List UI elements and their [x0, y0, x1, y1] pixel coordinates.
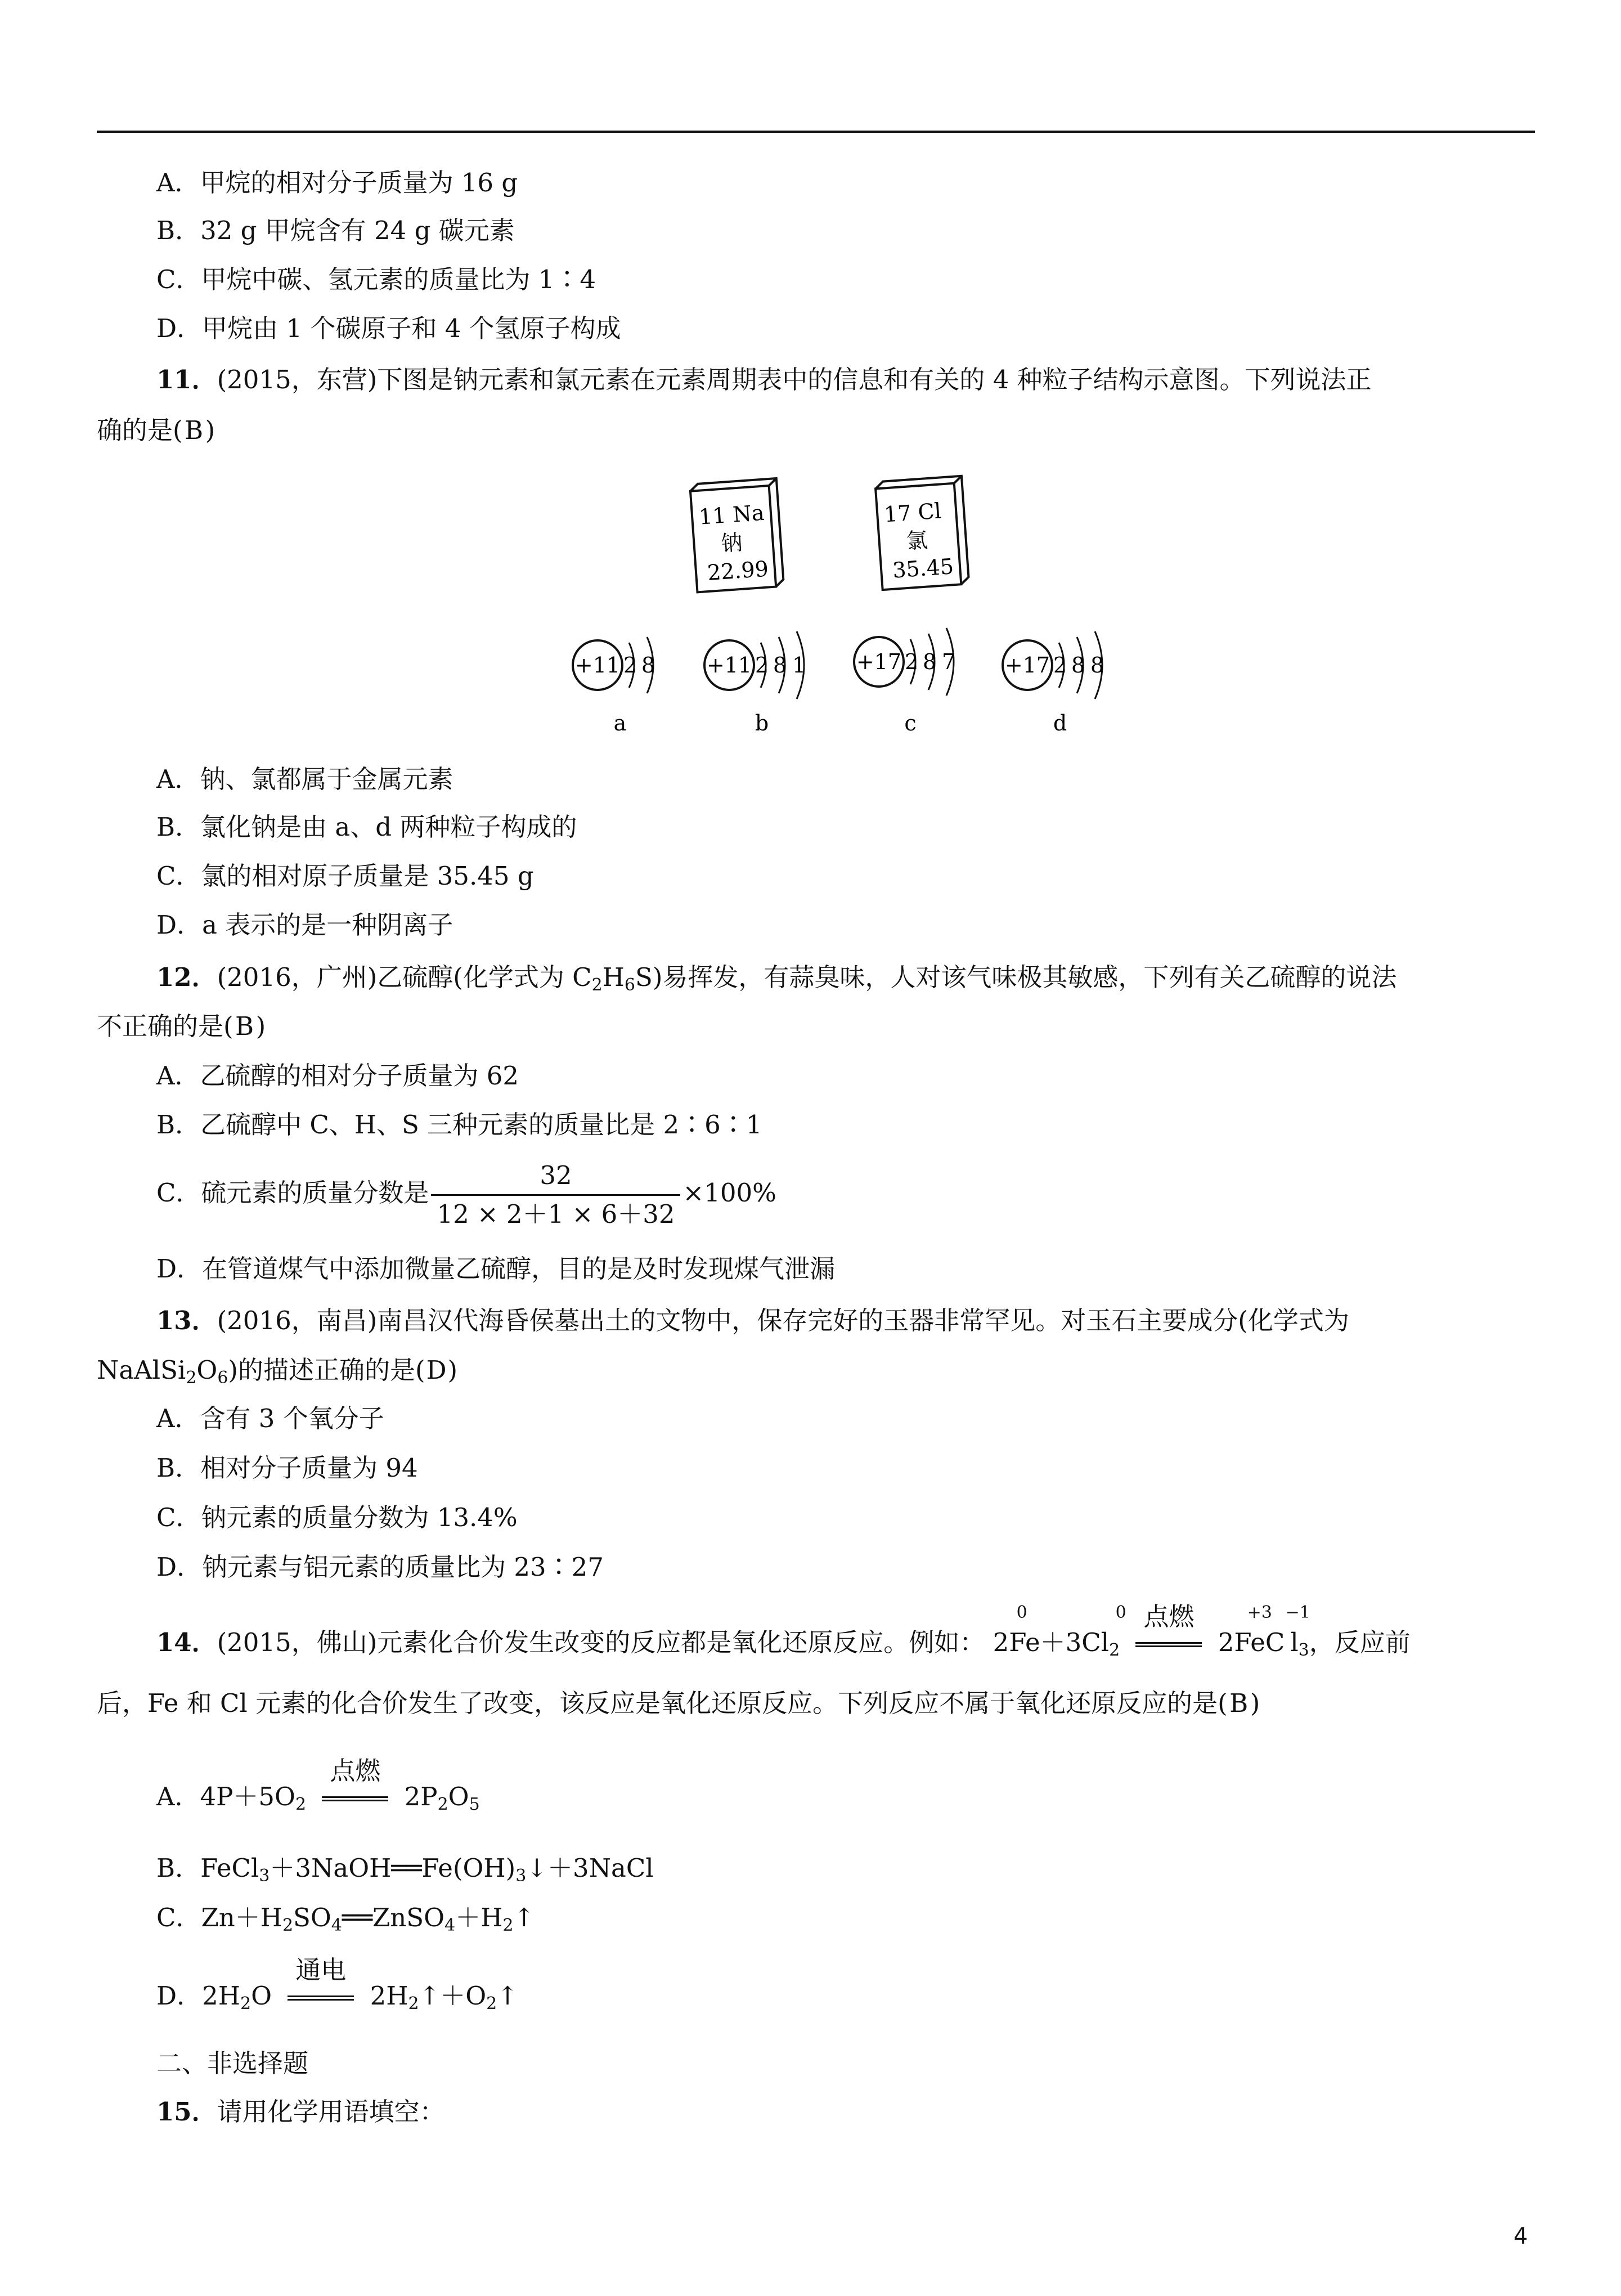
particle-d-electrons-3: 8 — [1090, 653, 1104, 678]
particle-b-electrons-3: 1 — [792, 653, 806, 678]
page-number: 4 — [1514, 2223, 1528, 2249]
q12-option-d: D．在管道煤气中添加微量乙硫醇，目的是及时发现煤气泄漏 — [156, 1254, 836, 1284]
q12-answer: B — [235, 1011, 254, 1041]
equals-double-line — [288, 1995, 354, 2001]
particle-d-electrons-1: 2 — [1053, 653, 1067, 678]
na-card-name: 钠 — [720, 530, 744, 557]
q11-option-d: D．a 表示的是一种阴离子 — [156, 910, 453, 940]
q14-example-equation: 0 $2Fe+3Cl_2$ 0 点燃 +3 −1 2FeC $l_3$ — [993, 1602, 1310, 1660]
q15-stem: 15．请用化学用语填空： — [156, 2097, 445, 2127]
particle-a-electrons-1: 2 — [623, 653, 637, 678]
q13-stem-line1: 13．(2016，南昌)南昌汉代海昏侯墓出土的文物中，保存完好的玉器非常罕见。对玉石主要成分(化学式为 — [156, 1306, 1349, 1335]
na-card-mass: 22.99 — [706, 556, 770, 585]
fe-valence: 0 — [1016, 1603, 1027, 1622]
particle-c-label: c — [904, 711, 917, 736]
q14-option-c: C．$Zn+H_2SO_4══ZnSO_4+H_2↑$ — [156, 1903, 535, 1935]
equals-double-line — [322, 1796, 388, 1801]
na-element-card — [690, 478, 784, 592]
cl-card-mass: 35.45 — [891, 554, 955, 583]
q14-d-condition: 通电 — [295, 1955, 347, 1985]
q11-number: 11． — [156, 365, 217, 394]
q12-option-a: A．乙硫醇的相对分子质量为 62 — [156, 1061, 519, 1091]
q10-option-c: C．甲烷中碳、氢元素的质量比为 1∶4 — [156, 264, 596, 294]
particle-c-electrons-1: 2 — [905, 649, 919, 674]
q14-stem-line2: 后，Fe 和 Cl 元素的化合价发生了改变，该反应是氧化还原反应。下列反应不属于氧化还原反应的是(B) — [97, 1688, 1260, 1718]
fraction-numerator: 32 — [431, 1160, 680, 1196]
particle-b-nucleus: +11 — [706, 653, 752, 678]
fraction-denominator: 12 × 2＋1 × 6＋32 — [437, 1199, 675, 1229]
particle-c — [854, 628, 955, 736]
q15-number: 15． — [156, 2097, 217, 2127]
q11-figure — [551, 461, 1159, 743]
q12-stem-line1: 12．(2016，广州)乙硫醇(化学式为 $C_2H_6S$)易挥发，有蒜臭味，人对该气味极其敏感，下列有关乙硫醇的说法 — [156, 962, 1397, 995]
q14-example-condition: 点燃 — [1143, 1602, 1195, 1631]
cl-card-number-symbol: 17 Cl — [883, 498, 942, 527]
fe-product-valence: +3 — [1247, 1603, 1272, 1622]
particle-d-electrons-2: 8 — [1071, 653, 1085, 678]
q13-option-a: A．含有 3 个氧分子 — [156, 1403, 384, 1433]
particle-c-electrons-2: 8 — [923, 649, 937, 674]
cl-valence: 0 — [1115, 1603, 1126, 1622]
q13-stem-line2: $NaAlSi_2O_6$)的描述正确的是(D) — [97, 1355, 458, 1388]
q12-option-c: C．硫元素的质量分数是 $\frac{32}{12 \times 2+1 \times 6+32}$ ×100% — [156, 1160, 776, 1229]
q11-option-b: B．氯化钠是由 a、d 两种粒子构成的 — [156, 812, 577, 842]
q14-option-b: B．$FeCl_3+3NaOH══Fe(OH)_3↓+3NaCl$ — [156, 1853, 654, 1886]
particle-d-nucleus: +17 — [1004, 653, 1050, 678]
particle-c-electrons-3: 7 — [942, 649, 956, 674]
q12-number: 12． — [156, 962, 217, 992]
q12-fraction — [431, 1160, 680, 1230]
q11-answer: B — [185, 415, 204, 445]
particle-b — [704, 631, 806, 736]
particle-a-label: a — [613, 711, 627, 736]
q11-stem-line1: 11．(2015，东营)下图是钠元素和氯元素在元素周期表中的信息和有关的 4 种粒子结构示意图。下列说法正 — [156, 365, 1372, 394]
particle-b-electrons-1: 2 — [755, 653, 769, 678]
cl-card-name: 氯 — [905, 527, 929, 554]
equals-double-line — [1135, 1642, 1202, 1647]
q11-option-c: C．氯的相对原子质量是 35.45 g — [156, 861, 534, 891]
q11-option-a: A．钠、氯都属于金属元素 — [156, 764, 453, 794]
particle-b-electrons-2: 8 — [773, 653, 787, 678]
particle-b-label: b — [755, 711, 769, 736]
q14-option-d: D．$2H_2O$ 通电 $2H_2↑+O_2↑$ — [156, 1955, 518, 2014]
q10-option-b: B．32 g 甲烷含有 24 g 碳元素 — [156, 216, 515, 245]
q14-number: 14． — [156, 1627, 217, 1657]
q12-option-b: B．乙硫醇中 C、H、S 三种元素的质量比是 2∶6∶1 — [156, 1110, 762, 1140]
particle-d-label: d — [1053, 711, 1067, 736]
particle-a-nucleus: +11 — [574, 653, 621, 678]
na-card-number-symbol: 11 Na — [698, 500, 765, 530]
q13-option-b: B．相对分子质量为 94 — [156, 1453, 418, 1483]
q14-answer: B — [1229, 1688, 1249, 1718]
q13-number: 13． — [156, 1306, 217, 1335]
q14-stem-line1: 14．(2015，佛山)元素化合价发生改变的反应都是氧化还原反应。例如： 0 $2Fe+3Cl_2$ 0 点燃 +3 −1 2FeC $l_3$，反应前 — [156, 1602, 1411, 1660]
q13-option-d: D．钠元素与铝元素的质量比为 23∶27 — [156, 1552, 604, 1582]
q11-stem-line2: 确的是(B) — [97, 415, 215, 445]
cl-product-valence: −1 — [1285, 1603, 1310, 1622]
header-rule — [97, 131, 1535, 133]
q10-option-d: D．甲烷由 1 个碳原子和 4 个氢原子构成 — [156, 313, 621, 343]
section-heading: 二、非选择题 — [156, 2048, 309, 2078]
particle-c-nucleus: +17 — [856, 649, 902, 674]
q12-stem-line2: 不正确的是(B) — [97, 1011, 266, 1041]
cl-element-card — [875, 476, 969, 590]
q13-option-c: C．钠元素的质量分数为 13.4% — [156, 1503, 518, 1532]
q10-option-a: A．甲烷的相对分子质量为 16 g — [156, 168, 518, 198]
particle-a-electrons-2: 8 — [641, 653, 655, 678]
particle-a — [573, 637, 655, 736]
q14-a-condition: 点燃 — [330, 1756, 381, 1786]
q13-answer: D — [426, 1355, 447, 1385]
q14-option-a: A．$4P+5O_2$ 点燃 $2P_2O_5$ — [156, 1756, 480, 1814]
particle-d — [1003, 631, 1104, 736]
